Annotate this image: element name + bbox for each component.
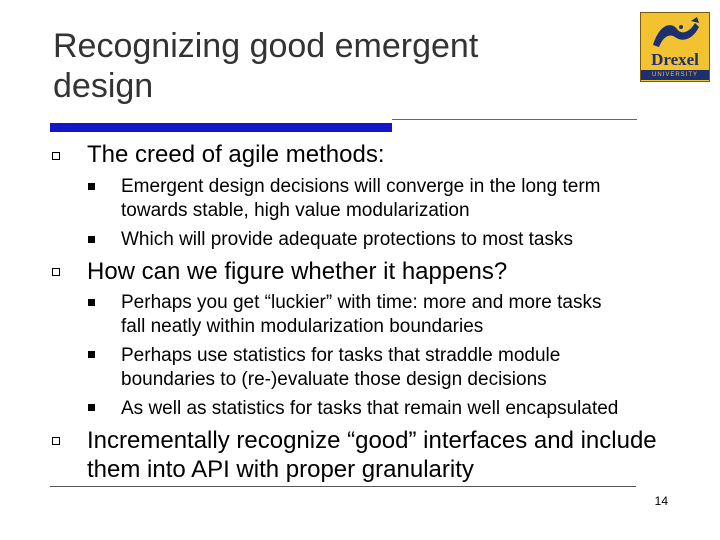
sub-bullet-square [88,183,95,190]
title-accent-bar [50,123,392,132]
bullet-square-hollow [52,437,60,445]
bullet-1-sub-1-line-1: Emergent design decisions will converge in the long term [121,176,601,197]
bullet-1-sub-1-line-2: towards stable, high value modularization [121,200,470,221]
dragon-icon [645,15,705,51]
drexel-logo [640,12,710,82]
bullet-2-sub-1-line-1: Perhaps you get “luckier” with time: more and more tasks [121,292,602,313]
logo-wordmark: Drexel [651,50,699,69]
logo-subword: UNIVERSITY [641,70,709,80]
bullet-square-hollow [52,268,60,276]
bullet-2-sub-2-line-2: boundaries to (re-)evaluate those design decisions [121,369,547,390]
sub-bullet-square [88,404,95,411]
bullet-3-line-2: them into API with proper granularity [87,456,474,483]
bullet-square-hollow [52,152,60,160]
bullet-2-sub-3-line-1: As well as statistics for tasks that remain well encapsulated [121,398,619,419]
bullet-1-sub-2-line-1: Which will provide adequate protections to most tasks [121,229,573,250]
sub-bullet-square [88,299,95,306]
page-number: 14 [654,494,668,508]
bullet-2-sub-1-line-2: fall neatly within modularization boundaries [121,316,484,337]
sub-bullet-square [88,236,95,243]
slide-title-line-1: Recognizing good emergent [53,27,479,65]
slide-title [53,26,613,106]
slide-title-line-2: design [53,67,154,105]
title-divider-thin [392,119,637,120]
bullet-2-text: How can we figure whether it happens? [87,258,508,285]
bullet-1-text: The creed of agile methods: [87,141,385,168]
sub-bullet-square [88,351,95,358]
bullet-3-line-1: Incrementally recognize “good” interfaces and include [87,427,657,454]
footer-divider [50,486,636,487]
bullet-2-sub-2-line-1: Perhaps use statistics for tasks that straddle module [121,345,561,366]
